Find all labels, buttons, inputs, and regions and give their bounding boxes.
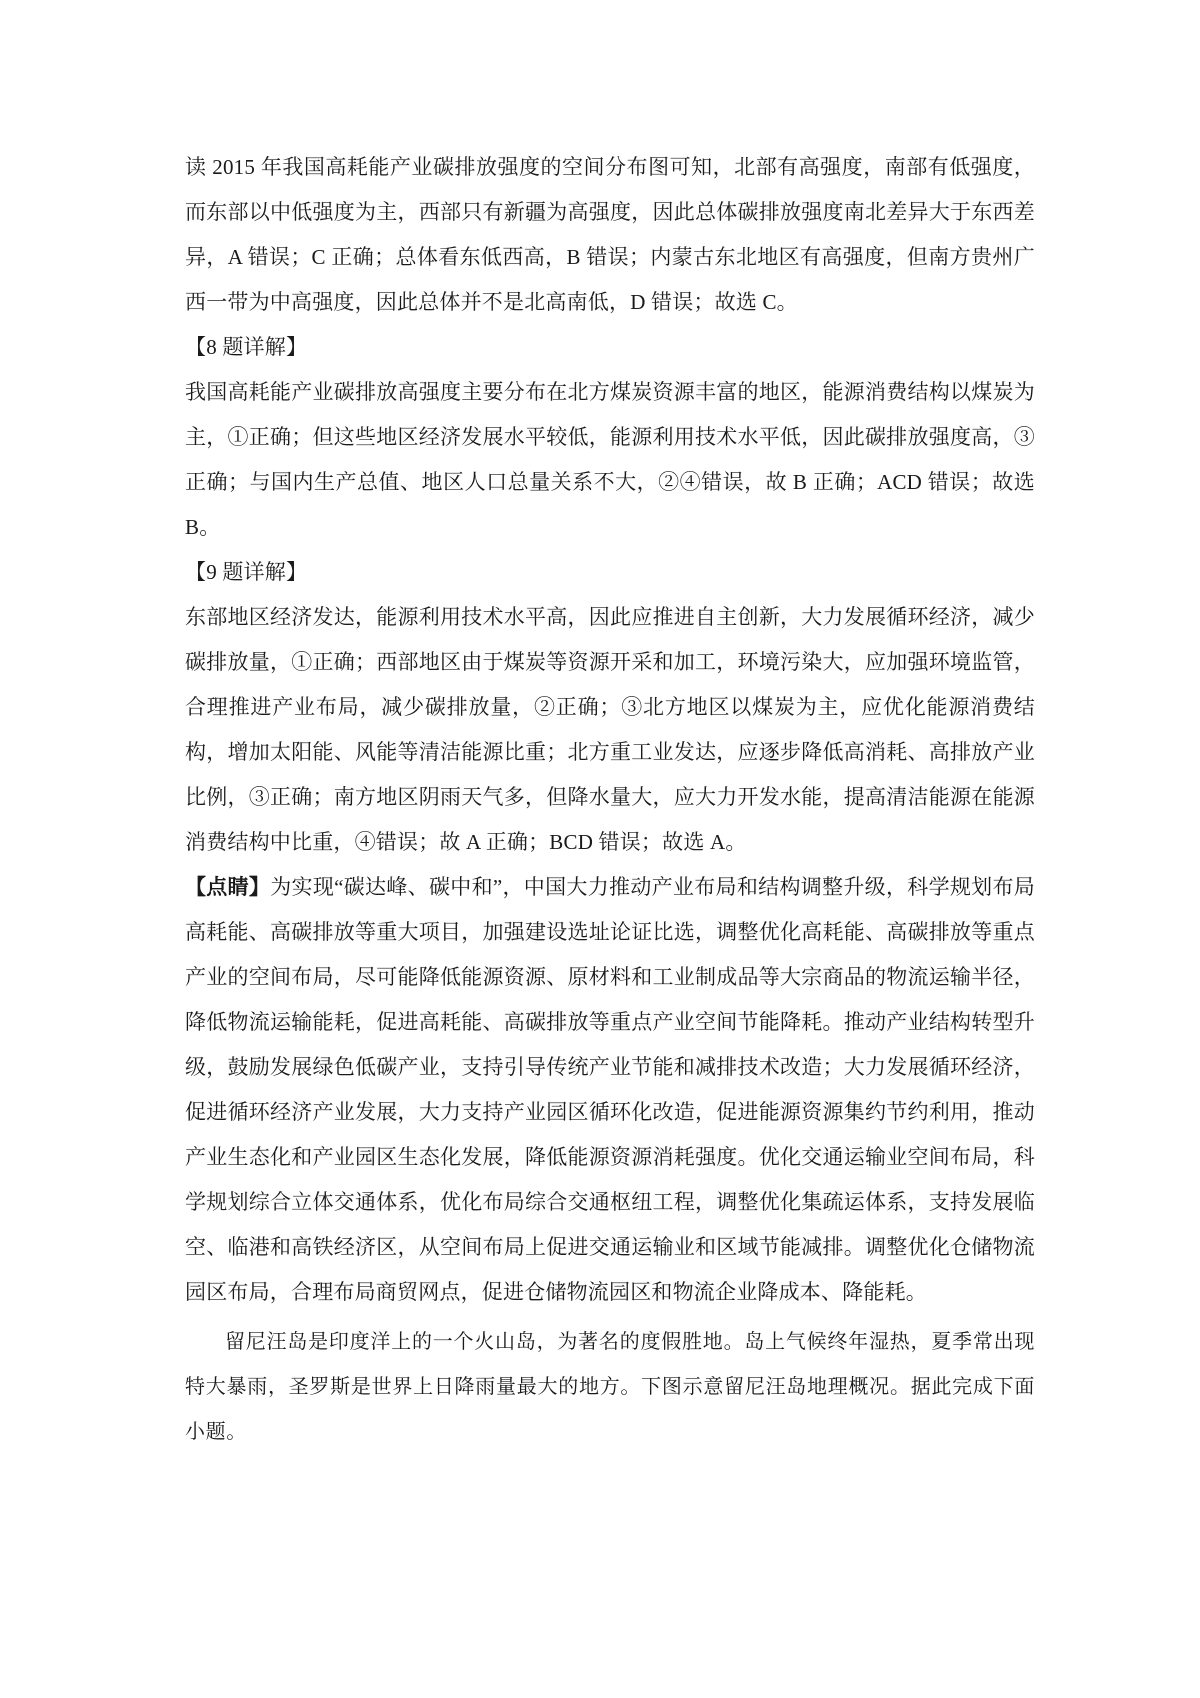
analysis-q7: 读 2015 年我国高耗能产业碳排放强度的空间分布图可知，北部有高强度，南部有低强度，而东部以中低强度为主，西部只有新疆为高强度，因此总体碳排放强度南北差异大于东西差异，A 错误；C 正确；总体看东低西高，B 错误；内蒙古东北地区有高强度，但南方贵州广西一带为中高强度，因此总体并不是北高南低，D 错误；故选 C。 (185, 155, 1035, 314)
heading-q8: 【8 题详解】 (185, 335, 308, 359)
analysis-q9: 东部地区经济发达，能源利用技术水平高，因此应推进自主创新，大力发展循环经济，减少碳排放量，①正确；西部地区由于煤炭等资源开采和加工，环境污染大，应加强环境监管，合理推进产业布局，减少碳排放量，②正确；③北方地区以煤炭为主，应优化能源消费结构，增加太阳能、风能等清洁能源比重；北方重工业发达，应逐步降低高消耗、高排放产业比例，③正确；南方地区阴雨天气多，但降水量大，应大力开发水能，提高清洁能源在能源消费结构中比重，④错误；故 A 正确；BCD 错误；故选 A。 (185, 605, 1035, 854)
document-page (185, 145, 1035, 1454)
key-point (185, 865, 1035, 1315)
reunion-intro: 留尼汪岛是印度洋上的一个火山岛，为著名的度假胜地。岛上气候终年湿热，夏季常出现特大暴雨，圣罗斯是世界上日降雨量最大的地方。下图示意留尼汪岛地理概况。据此完成下面小题。 (185, 1329, 1035, 1443)
key-point-label: 【点睛】 (185, 875, 271, 899)
analysis-q8: 我国高耗能产业碳排放高强度主要分布在北方煤炭资源丰富的地区，能源消费结构以煤炭为主，①正确；但这些地区经济发展水平较低，能源利用技术水平低，因此碳排放强度高，③正确；与国内生产总值、地区人口总量关系不大，②④错误，故 B 正确；ACD 错误；故选 B。 (185, 380, 1035, 539)
heading-q9: 【9 题详解】 (185, 560, 308, 584)
key-point-text: 为实现“碳达峰、碳中和”，中国大力推动产业布局和结构调整升级，科学规划布局高耗能、高碳排放等重大项目，加强建设选址论证比选，调整优化高耗能、高碳排放等重点产业的空间布局，尽可能降低能源资源、原材料和工业制成品等大宗商品的物流运输半径，降低物流运输能耗，促进高耗能、高碳排放等重点产业空间节能降耗。推动产业结构转型升级，鼓励发展绿色低碳产业，支持引导传统产业节能和减排技术改造；大力发展循环经济，促进循环经济产业发展，大力支持产业园区循环化改造，促进能源资源集约节约利用，推动产业生态化和产业园区生态化发展，降低能源资源消耗强度。优化交通运输业空间布局，科学规划综合立体交通体系，优化布局综合交通枢纽工程，调整优化集疏运体系，支持发展临空、临港和高铁经济区，从空间布局上促进交通运输业和区域节能减排。调整优化仓储物流园区布局，合理布局商贸网点，促进仓储物流园区和物流企业降成本、降能耗。 (185, 875, 1035, 1304)
